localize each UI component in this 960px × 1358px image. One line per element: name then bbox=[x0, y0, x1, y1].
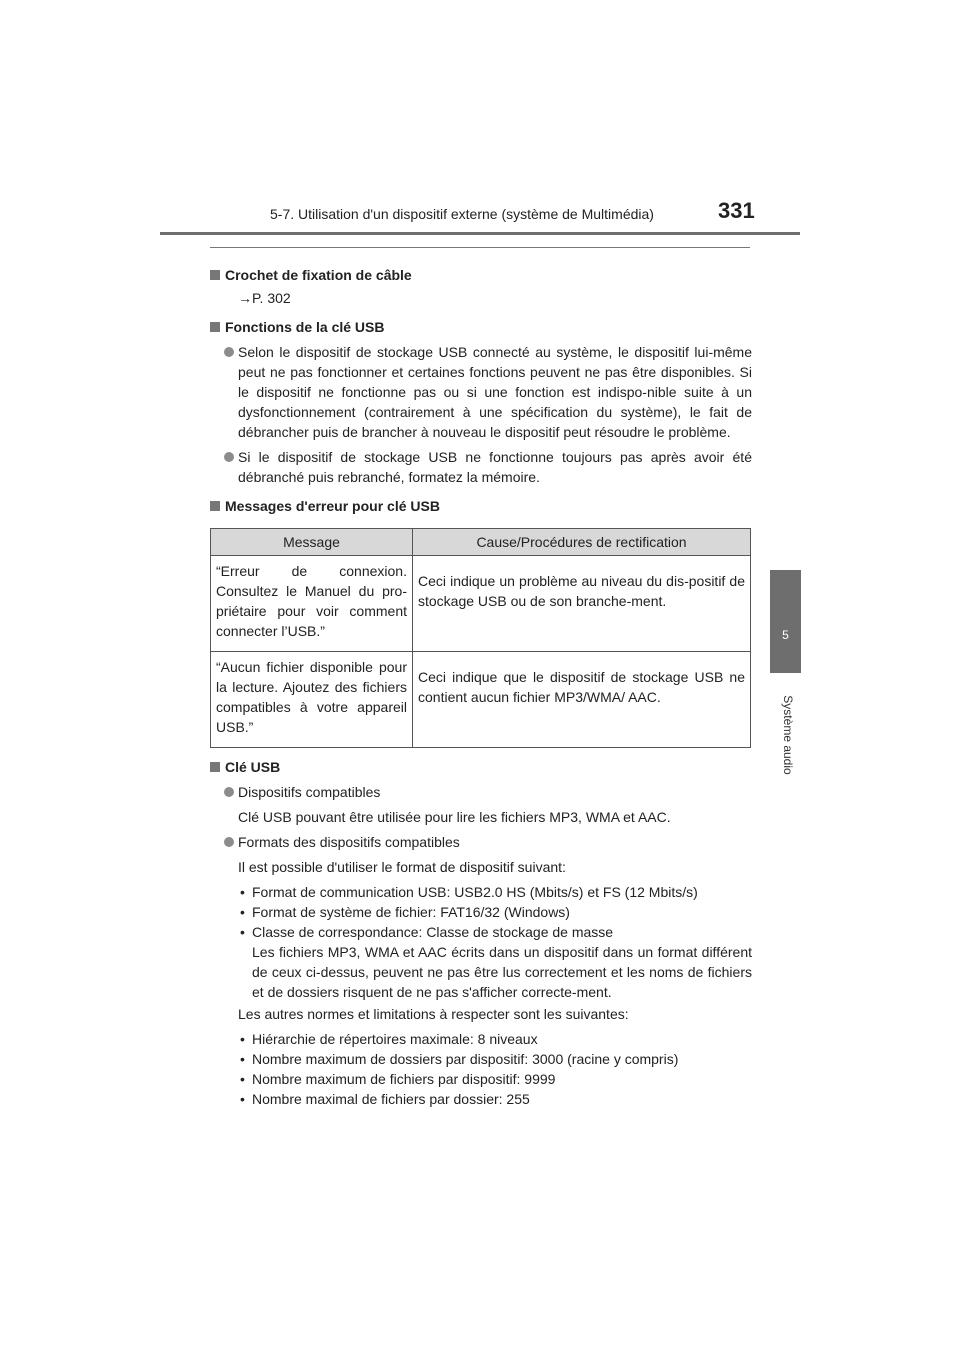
page-content bbox=[210, 256, 752, 1109]
list-item-text: Format de système de fichier: FAT16/32 (Windows) bbox=[252, 904, 570, 920]
section-heading-fonctions bbox=[210, 317, 752, 337]
bullet-paragraph bbox=[210, 342, 752, 442]
header-divider bbox=[160, 232, 800, 235]
bullet-paragraph bbox=[210, 447, 752, 487]
section-heading-text: Fonctions de la clé USB bbox=[225, 319, 385, 335]
list-item bbox=[210, 1049, 752, 1069]
list-mark: • bbox=[240, 924, 245, 940]
cause-text: Ceci indique que le dispositif de stockage USB ne contient aucun fichier MP3/WMA/ AAC. bbox=[418, 669, 745, 705]
bullet-text: Formats des dispositifs compatibles bbox=[238, 834, 460, 850]
list-item bbox=[210, 1089, 752, 1109]
header-title: 5-7. Utilisation d'un dispositif externe (système de Multimédia) bbox=[270, 206, 654, 222]
section-heading-crochet bbox=[210, 265, 752, 285]
list-item bbox=[210, 1029, 752, 1049]
bullet-paragraph bbox=[210, 832, 752, 852]
section-heading-text: Clé USB bbox=[225, 759, 281, 775]
list-item-text: Classe de correspondance: Classe de stockage de masse bbox=[252, 924, 614, 940]
table-header-message: Message bbox=[211, 529, 413, 556]
table-cell-cause bbox=[413, 556, 751, 652]
list-item-text: Nombre maximum de fichiers par dispositif: 9999 bbox=[252, 1071, 556, 1087]
section-heading-messages bbox=[210, 496, 752, 516]
square-bullet-icon bbox=[210, 762, 220, 772]
list-item bbox=[210, 1069, 752, 1089]
circle-bullet-icon bbox=[224, 347, 234, 357]
list-item-text: Hiérarchie de répertoires maximale: 8 niveaux bbox=[252, 1031, 538, 1047]
paragraph: Les autres normes et limitations à respecter sont les suivantes: bbox=[238, 1006, 629, 1022]
list-item-text: Format de communication USB: USB2.0 HS (Mbits/s) et FS (12 Mbits/s) bbox=[252, 884, 698, 900]
chapter-side-label: Système audio bbox=[781, 695, 795, 775]
formats-list bbox=[210, 882, 752, 1002]
page-reference: →P. 302 bbox=[238, 290, 291, 306]
square-bullet-icon bbox=[210, 501, 220, 511]
circle-bullet-icon bbox=[224, 837, 234, 847]
section-heading-cle bbox=[210, 757, 752, 777]
paragraph: Clé USB pouvant être utilisée pour lire les fichiers MP3, WMA et AAC. bbox=[238, 809, 671, 825]
chapter-tab-number: 5 bbox=[782, 628, 789, 642]
table-cell-message: “Aucun fichier disponible pour la lecture. Ajoutez des fichiers compatibles à votre appareil USB.” bbox=[211, 652, 413, 748]
list-mark: • bbox=[240, 1091, 245, 1107]
table-row bbox=[211, 556, 751, 652]
section-heading-text: Messages d'erreur pour clé USB bbox=[225, 498, 440, 514]
list-item-text: Nombre maximal de fichiers par dossier: 255 bbox=[252, 1091, 530, 1107]
section-heading-text: Crochet de fixation de câble bbox=[225, 267, 412, 283]
circle-bullet-icon bbox=[224, 452, 234, 462]
list-item-text: Nombre maximum de dossiers par dispositif: 3000 (racine y compris) bbox=[252, 1051, 679, 1067]
list-mark: • bbox=[240, 1031, 245, 1047]
list-item bbox=[210, 882, 752, 902]
table-cell-message: “Erreur de connexion. Consultez le Manuel du pro-priétaire pour voir comment connecter l’USB.” bbox=[211, 556, 413, 652]
page-number: 331 bbox=[718, 198, 755, 223]
list-mark: • bbox=[240, 884, 245, 900]
list-mark: • bbox=[240, 1071, 245, 1087]
bullet-text: Selon le dispositif de stockage USB connecté au système, le dispositif lui-même peut ne pas fonctionner et certaines fonctions peuvent ne pas être disponibles. Si le dispositif ne fonctionne pas ou si une fonction est indispo-nible suite à un dysfonctionnement (contrairement à une spécification du système), le fait de débrancher puis de brancher à nouveau le dispositif peut résoudre le problème. bbox=[238, 344, 752, 440]
table-cell-cause bbox=[413, 652, 751, 748]
content-divider bbox=[210, 247, 750, 248]
square-bullet-icon bbox=[210, 270, 220, 280]
circle-bullet-icon bbox=[224, 787, 234, 797]
table-row bbox=[211, 652, 751, 748]
bullet-paragraph bbox=[210, 782, 752, 802]
paragraph: Il est possible d'utiliser le format de dispositif suivant: bbox=[238, 859, 566, 875]
table-header-row bbox=[211, 529, 751, 556]
list-mark: • bbox=[240, 1051, 245, 1067]
list-item-note: Les fichiers MP3, WMA et AAC écrits dans un dispositif dans un format différent de ceux ci-dessus, peuvent ne pas être lus correctement et les noms de fichiers et de dossiers risquent de ne pas s'afficher correcte-ment. bbox=[252, 944, 752, 1000]
list-mark: • bbox=[240, 904, 245, 920]
limits-list bbox=[210, 1029, 752, 1109]
cause-text: Ceci indique un problème au niveau du dis-positif de stockage USB ou de son branche-ment. bbox=[418, 573, 745, 609]
chapter-tab bbox=[770, 570, 801, 673]
error-messages-table bbox=[210, 528, 751, 748]
square-bullet-icon bbox=[210, 322, 220, 332]
list-item bbox=[210, 902, 752, 922]
table-header-cause: Cause/Procédures de rectification bbox=[413, 529, 751, 556]
bullet-text: Si le dispositif de stockage USB ne fonctionne toujours pas après avoir été débranché puis rebranché, formatez la mémoire. bbox=[238, 449, 752, 485]
list-item bbox=[210, 922, 752, 942]
bullet-text: Dispositifs compatibles bbox=[238, 784, 381, 800]
